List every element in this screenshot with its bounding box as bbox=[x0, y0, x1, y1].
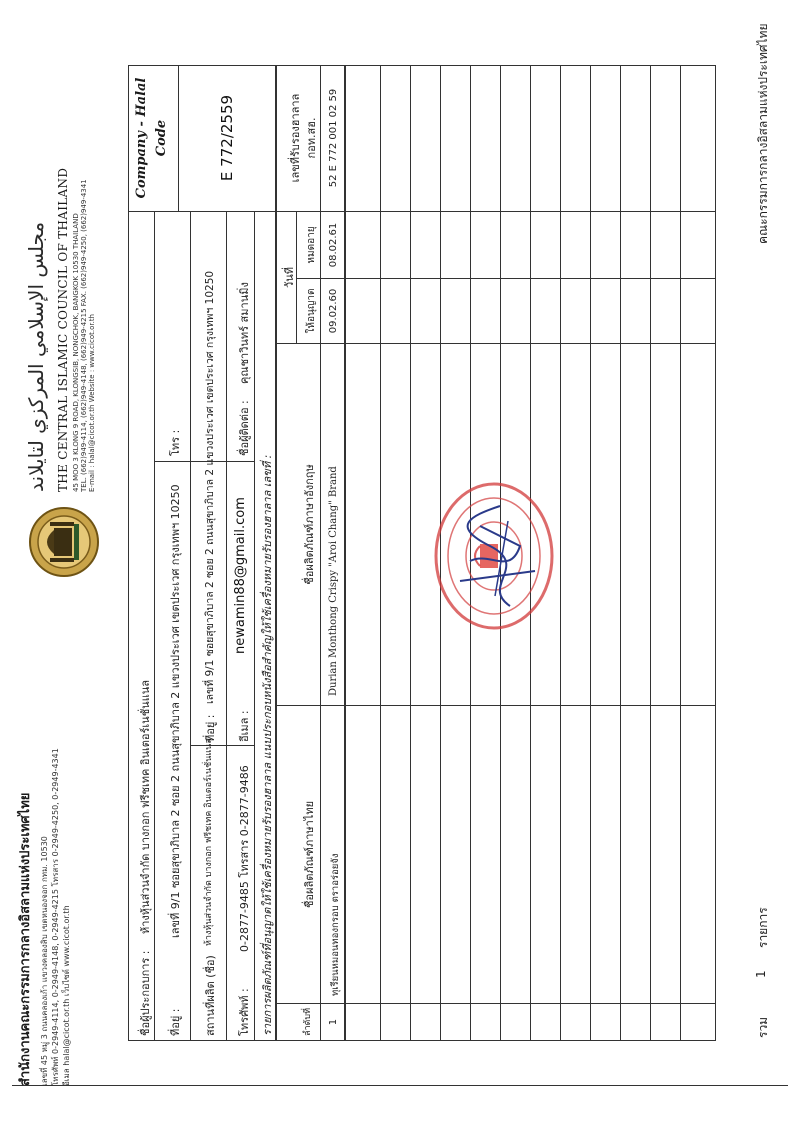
total-count: 1 bbox=[754, 970, 768, 978]
company-code-title-2: Code bbox=[154, 119, 169, 157]
email-value: newamin88@gmail.com bbox=[233, 497, 248, 654]
table-row-expire-date: 08.02.61 bbox=[328, 222, 339, 268]
table-row-permit-date: 09.02.60 bbox=[328, 288, 339, 334]
col-header-permit-date: ให้อนุญาต bbox=[306, 288, 317, 334]
company-code-value: E 772/2559 bbox=[218, 94, 236, 182]
col-header-cert-number-1: เลขที่รับรองฮาลาล bbox=[289, 93, 302, 183]
factory-value: ห้างหุ้นส่วนจำกัด บางกอก ฟรีชเทค อินเตอร์เนชั่นแนล bbox=[204, 738, 214, 946]
address-label: ที่อยู่ : bbox=[169, 1008, 182, 1036]
col-header-number: ลำดับที่ bbox=[303, 1007, 313, 1037]
total-label: รวม bbox=[756, 1016, 770, 1038]
operator-value: ห้างหุ้นส่วนจำกัด บางกอก ฟรีชเทค อินเตอร์เนชั่นแนล bbox=[139, 679, 152, 934]
office-address-thai-1: เลขที่ 45 หมู่ 3 ถนนคลองเก้า แขวงคลองสิบ เขตหนองจอก กทม. 10530 bbox=[40, 836, 49, 1086]
operator-label: ชื่อผู้ประกอบการ : bbox=[139, 950, 152, 1036]
email-label: อีเมล : bbox=[238, 710, 251, 742]
authorized-signature bbox=[440, 496, 550, 616]
col-header-english-name: ชื่อผลิตภัณฑ์ภาษาอังกฤษ bbox=[303, 464, 316, 585]
contact-label: ชื่อผู้ติดต่อ : bbox=[238, 400, 251, 456]
office-address-english-1: 45 MOO 3 KLONG 9 ROAD, KLONGSIB, NONGCHOK, BANGKOK 10530 THAILAND bbox=[72, 213, 80, 492]
phone-top-label: โทร : bbox=[169, 429, 182, 456]
contact-value: คุณชาวินทร์ สมานมิ่ง bbox=[238, 282, 251, 384]
telephone-label: โทรศัพท์ : bbox=[238, 988, 251, 1036]
arabic-council-title: مجلس الإسلامي المركزي لتايلاند bbox=[24, 221, 48, 492]
table-row-english-name: Durian Monthong Crispy "Aroi Chang" Brand bbox=[328, 466, 339, 696]
office-address-thai-3: อีเมล halal@cicot.or.th เว็บไซต์ www.cicot.or.th bbox=[62, 905, 71, 1086]
office-name-thai: สำนักงานคณะกรรมการกลางอิสลามแห่งประเทศไทย bbox=[18, 792, 33, 1086]
company-code-title-1: Company - Halal bbox=[134, 77, 149, 199]
office-address-english-2: TEL. (662)949-4114, (662)949-4148, (662)949-4215 FAX. (662)949-4250, (662)949-4341 bbox=[80, 179, 88, 492]
table-row-thai-name: ทุเรียนหมอนทองกรอบ ตราอร่อยจัง bbox=[330, 853, 341, 996]
council-logo bbox=[28, 506, 100, 578]
table-row-cert-number: 52 E 772 001 02 59 bbox=[328, 88, 339, 188]
col-header-cert-number-2: กอท.สฮ. bbox=[305, 117, 318, 159]
product-list-intro: รายการผลิตภัณฑ์ที่อนุญาตให้ใช้เครื่องหมายรับรองฮาลาล แนบประกอบหนังสือสำคัญให้ใช้เครื่องหมายรับรองฮาลาล เลขที่ : bbox=[261, 454, 274, 1036]
col-header-expire-date: หมดอายุ bbox=[306, 226, 317, 264]
telephone-value: 0-2877-9485 โทรสาร 0-2877-9486 bbox=[238, 765, 251, 952]
col-header-thai-name: ชื่อผลิตภัณฑ์ภาษาไทย bbox=[303, 800, 316, 909]
col-header-date: วันที่ bbox=[283, 267, 296, 288]
office-address-english-3: E-mail : halal@cicot.or.th Website : www.cicot.or.th bbox=[88, 314, 96, 492]
factory-label: สถานที่ผลิต (ชื่อ) bbox=[204, 955, 217, 1036]
factory-address-value: เลขที่ 9/1 ซอยสุขาภิบาล 2 ซอย 2 ถนนสุขาภิบาล 2 แขวงประเวศ เขตประเวศ กรุงเทพฯ 10250 bbox=[204, 270, 216, 704]
office-name-english: THE CENTRAL ISLAMIC COUNCIL OF THAILAND bbox=[56, 167, 70, 492]
total-unit: รายการ bbox=[756, 907, 770, 948]
council-footer: คณะกรรมการกลางอิสลามแห่งประเทศไทย bbox=[756, 23, 770, 244]
table-row-number: 1 bbox=[328, 1018, 339, 1026]
address-value: เลขที่ 9/1 ซอยสุขาภิบาล 2 ซอย 2 ถนนสุขาภิบาล 2 แขวงประเวศ เขตประเวศ กรุงเทพฯ 10250 bbox=[169, 484, 182, 938]
factory-address-label: ที่อยู่ : bbox=[204, 714, 217, 742]
office-address-thai-2: โทรศัพท์ 0-2949-4114, 0-2949-4148, 0-2949-4215 โทรสาร 0-2949-4250, 0-2949-4341 bbox=[51, 748, 60, 1086]
